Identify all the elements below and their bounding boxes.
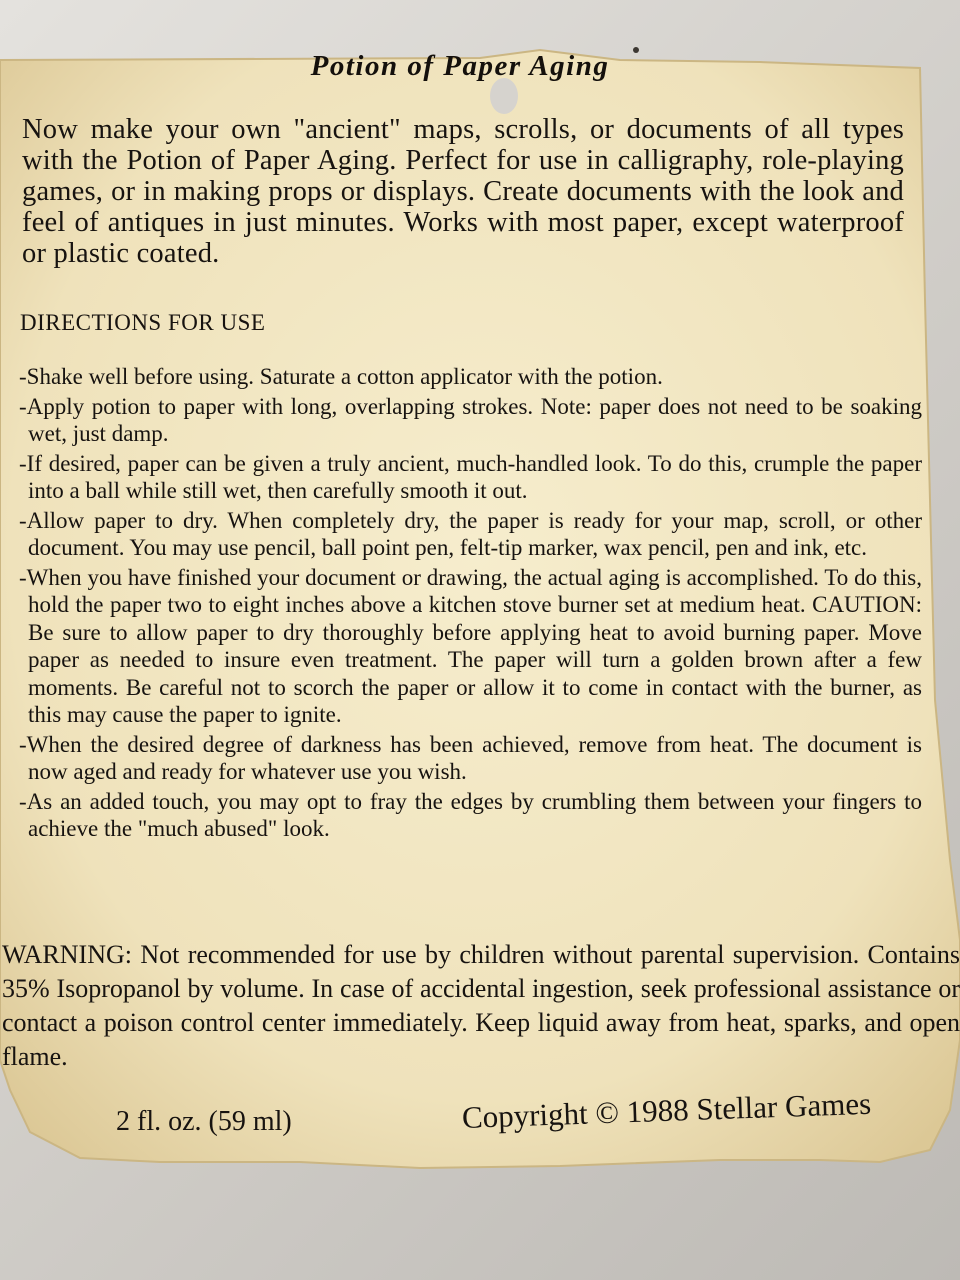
direction-item: -As an added touch, you may opt to fray the edges by crumbling them between your fingers to achieve the "much abused" look.: [19, 788, 922, 841]
direction-item: -Allow paper to dry. When completely dry, the paper is ready for your map, scroll, or other document. You may use pencil, ball point pen, felt-tip marker, wax pencil, pen and ink, etc.: [19, 507, 922, 560]
direction-item: -If desired, paper can be given a truly ancient, much-handled look. To do this, crumple the paper into a ball while still wet, then carefully smooth it out.: [19, 450, 922, 503]
direction-item: -Shake well before using. Saturate a cotton applicator with the potion.: [19, 364, 663, 389]
volume-label: 2 fl. oz. (59 ml): [116, 1106, 292, 1137]
directions-list: [14, 363, 922, 845]
direction-item: -When you have finished your document or drawing, the actual aging is accomplished. To do this, hold the paper two to eight inches above a kitchen stove burner set at medium heat. CAUTION: Be sure to allow paper to dry thoroughly before applying heat to avoid burning paper. Move paper as needed to insure even treatment. The paper will turn a golden brown after a few moments. Be careful not to scorch the paper or allow it to come in contact with the burner, as this may cause the paper to ignite.: [19, 564, 922, 727]
warning-paragraph: WARNING: Not recommended for use by children without parental supervision. Contains 35% Isopropanol by volume. In case of accidental ingestion, seek professional assistance or contact a poison control center immediately. Keep liquid away from heat, sparks, and open flame.: [2, 940, 960, 1071]
copyright-notice: Copyright © 1988 Stellar Games: [461, 1085, 872, 1135]
directions-heading: DIRECTIONS FOR USE: [20, 310, 266, 335]
document-title: Potion of Paper Aging: [310, 50, 610, 82]
direction-item: -When the desired degree of darkness has been achieved, remove from heat. The document is now aged and ready for whatever use you wish.: [19, 731, 922, 784]
direction-item: -Apply potion to paper with long, overlapping strokes. Note: paper does not need to be soaking wet, just damp.: [19, 393, 922, 446]
intro-paragraph: Now make your own "ancient" maps, scrolls, or documents of all types with the Potion of Paper Aging. Perfect for use in calligraphy, role-playing games, or in making props or displays. Create documents with the look and feel of antiques in just minutes. Works with most paper, except waterproof or plastic coated.: [22, 114, 904, 269]
